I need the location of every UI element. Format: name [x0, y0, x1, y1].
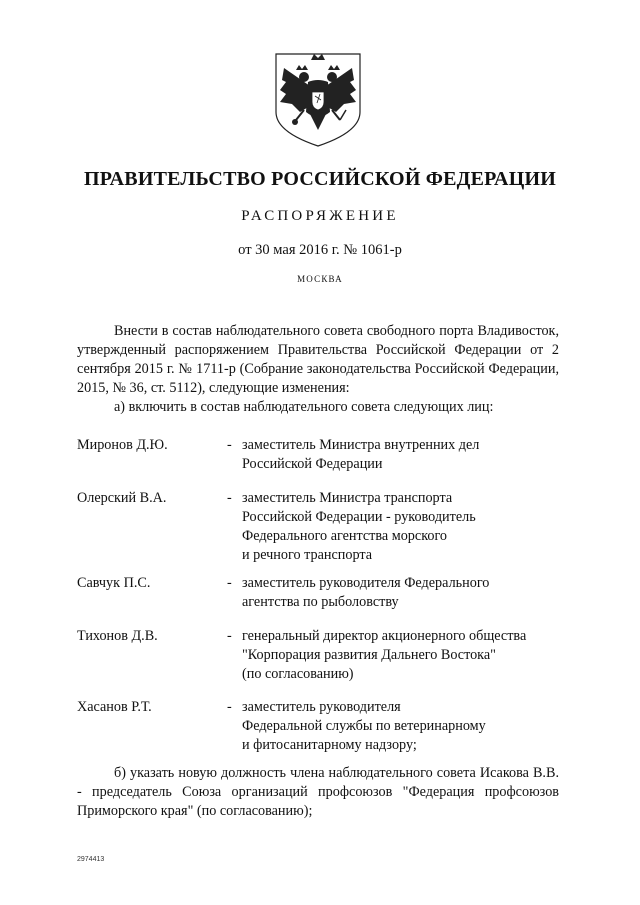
member-position	[242, 489, 559, 565]
dash-separator: -	[227, 490, 232, 506]
position-line: Федеральной службы по ветеринарному	[242, 718, 486, 734]
member-name: Миронов Д.Ю.	[77, 437, 168, 453]
dash-separator: -	[227, 437, 232, 453]
position-line: и речного транспорта	[242, 547, 373, 563]
position-line: Российской Федерации	[242, 456, 383, 472]
dash-separator: -	[227, 628, 232, 644]
dash-separator: -	[227, 575, 232, 591]
member-position	[242, 574, 559, 612]
position-line: Федерального агентства морского	[242, 528, 448, 544]
member-position	[242, 627, 559, 684]
position-line: заместитель Министра внутренних дел	[242, 437, 480, 453]
document-city: МОСКВА	[297, 274, 343, 284]
member-name: Олерский В.А.	[77, 490, 167, 506]
member-name: Тихонов Д.В.	[77, 628, 158, 644]
position-line: Российской Федерации - руководитель	[242, 509, 476, 525]
member-name: Савчук П.С.	[77, 575, 151, 591]
position-line: заместитель Министра транспорта	[242, 490, 453, 506]
position-line: "Корпорация развития Дальнего Востока"	[242, 647, 496, 663]
position-line: и фитосанитарному надзору;	[242, 737, 417, 753]
item-a-paragraph: а) включить в состав наблюдательного совета следующих лиц:	[114, 399, 494, 415]
dash-separator: -	[227, 699, 232, 715]
intro-paragraph: Внести в состав наблюдательного совета свободного порта Владивосток, утвержденный распоряжением Правительства Российской Федерации от 2 сентября 2015 г. № 1711-р (Собрание законодательства Российской Федерации, 2015, № 36, ст. 5112), следующие изменения:	[77, 323, 559, 396]
position-line: (по согласованию)	[242, 666, 354, 682]
member-position	[242, 436, 559, 474]
document-type: РАСПОРЯЖЕНИЕ	[241, 208, 399, 224]
position-line: агентства по рыболовству	[242, 594, 399, 610]
position-line: заместитель руководителя	[242, 699, 401, 715]
document-code: 2974413	[77, 856, 105, 863]
item-b-paragraph: б) указать новую должность члена наблюдательного совета Исакова В.В. - председатель Союза организаций профсоюзов "Федерация профсоюзов Приморского края" (по согласованию);	[77, 765, 559, 819]
document-date-number: от 30 мая 2016 г. № 1061-р	[238, 242, 402, 258]
coat-of-arms-icon	[270, 50, 366, 150]
member-name: Хасанов Р.Т.	[77, 699, 152, 715]
position-line: заместитель руководителя Федерального	[242, 575, 490, 591]
member-position	[242, 698, 559, 755]
position-line: генеральный директор акционерного общества	[242, 628, 527, 644]
government-title: ПРАВИТЕЛЬСТВО РОССИЙСКОЙ ФЕДЕРАЦИИ	[84, 168, 556, 190]
